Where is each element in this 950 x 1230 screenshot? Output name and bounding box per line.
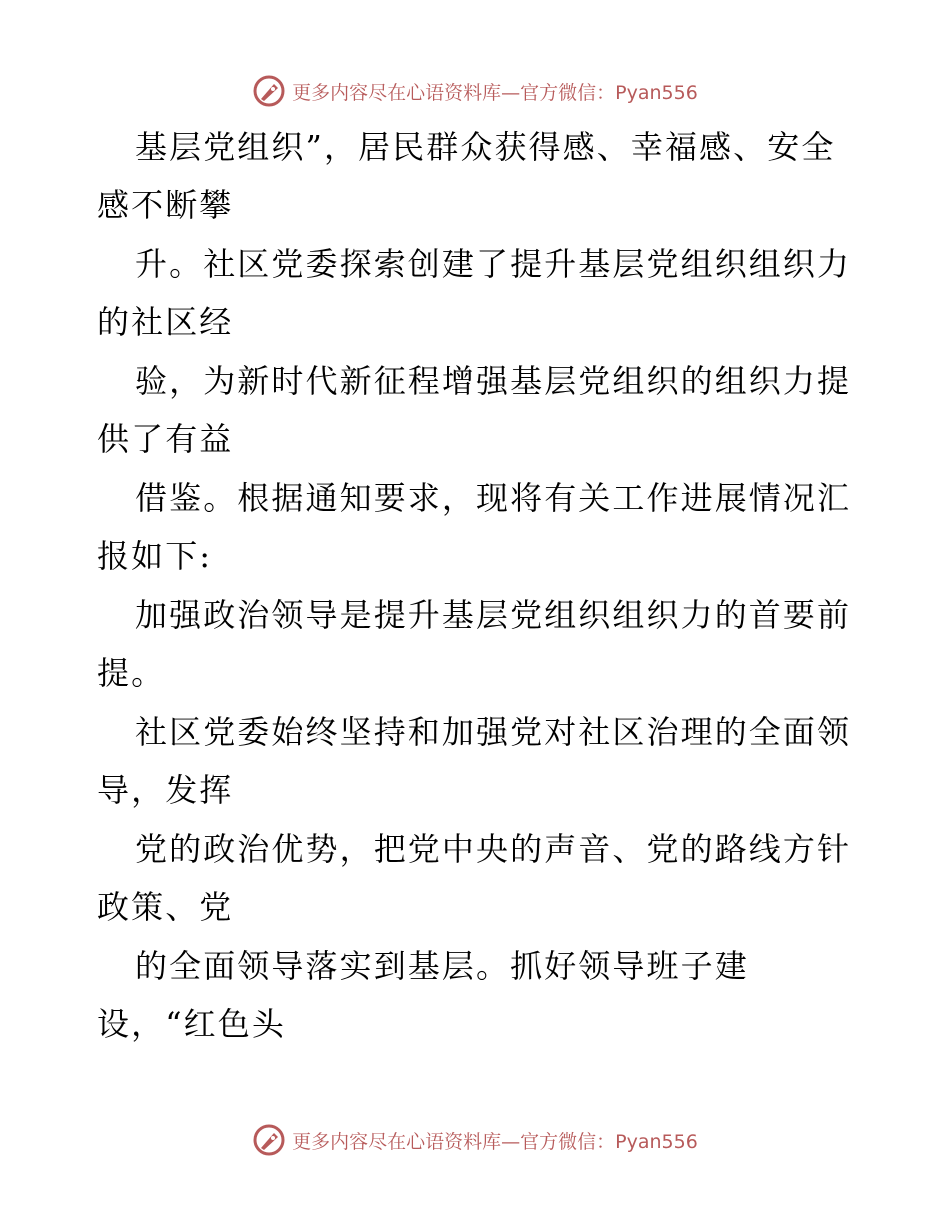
watermark-text	[292, 78, 698, 105]
text-line: 导，发挥	[97, 771, 234, 809]
text-line: 的全面领导落实到基层。抓好领导班子建	[135, 947, 749, 985]
watermark-text	[292, 1127, 698, 1154]
text-line: 升。社区党委探索创建了提升基层党组织组织力	[135, 245, 852, 283]
text-line: 供了有益	[97, 420, 234, 458]
text-line: 加强政治领导是提升基层党组织组织力的首要前	[135, 596, 852, 634]
text-line: 的社区经	[97, 303, 234, 341]
text-line: 基层党组织”，居民群众获得感、幸福感、安全	[135, 128, 836, 166]
watermark-text-cn: 更多内容尽在心语资料库—官方微信：	[292, 81, 616, 104]
header-watermark	[0, 71, 950, 111]
text-line: 提。	[97, 654, 166, 692]
watermark-text-latin: Pyan556	[615, 81, 698, 104]
watermark-text-cn: 更多内容尽在心语资料库—官方微信：	[292, 1130, 616, 1153]
text-line: 政策、党	[97, 888, 234, 926]
text-line: 验，为新时代新征程增强基层党组织的组织力提	[135, 362, 852, 400]
text-line: 党的政治优势，把党中央的声音、党的路线方针	[135, 830, 852, 868]
watermark-text-latin: Pyan556	[615, 1130, 698, 1153]
text-line: 社区党委始终坚持和加强党对社区治理的全面领	[135, 713, 852, 751]
pen-nib-icon	[252, 1123, 286, 1157]
text-line: 借鉴。根据通知要求，现将有关工作进展情况汇	[135, 479, 852, 517]
footer-watermark	[0, 1120, 950, 1160]
text-line: 报如下:	[97, 537, 213, 575]
text-line: 感不断攀	[97, 186, 234, 224]
pen-nib-icon	[252, 74, 286, 108]
text-line: 设，“红色头	[97, 1005, 286, 1043]
